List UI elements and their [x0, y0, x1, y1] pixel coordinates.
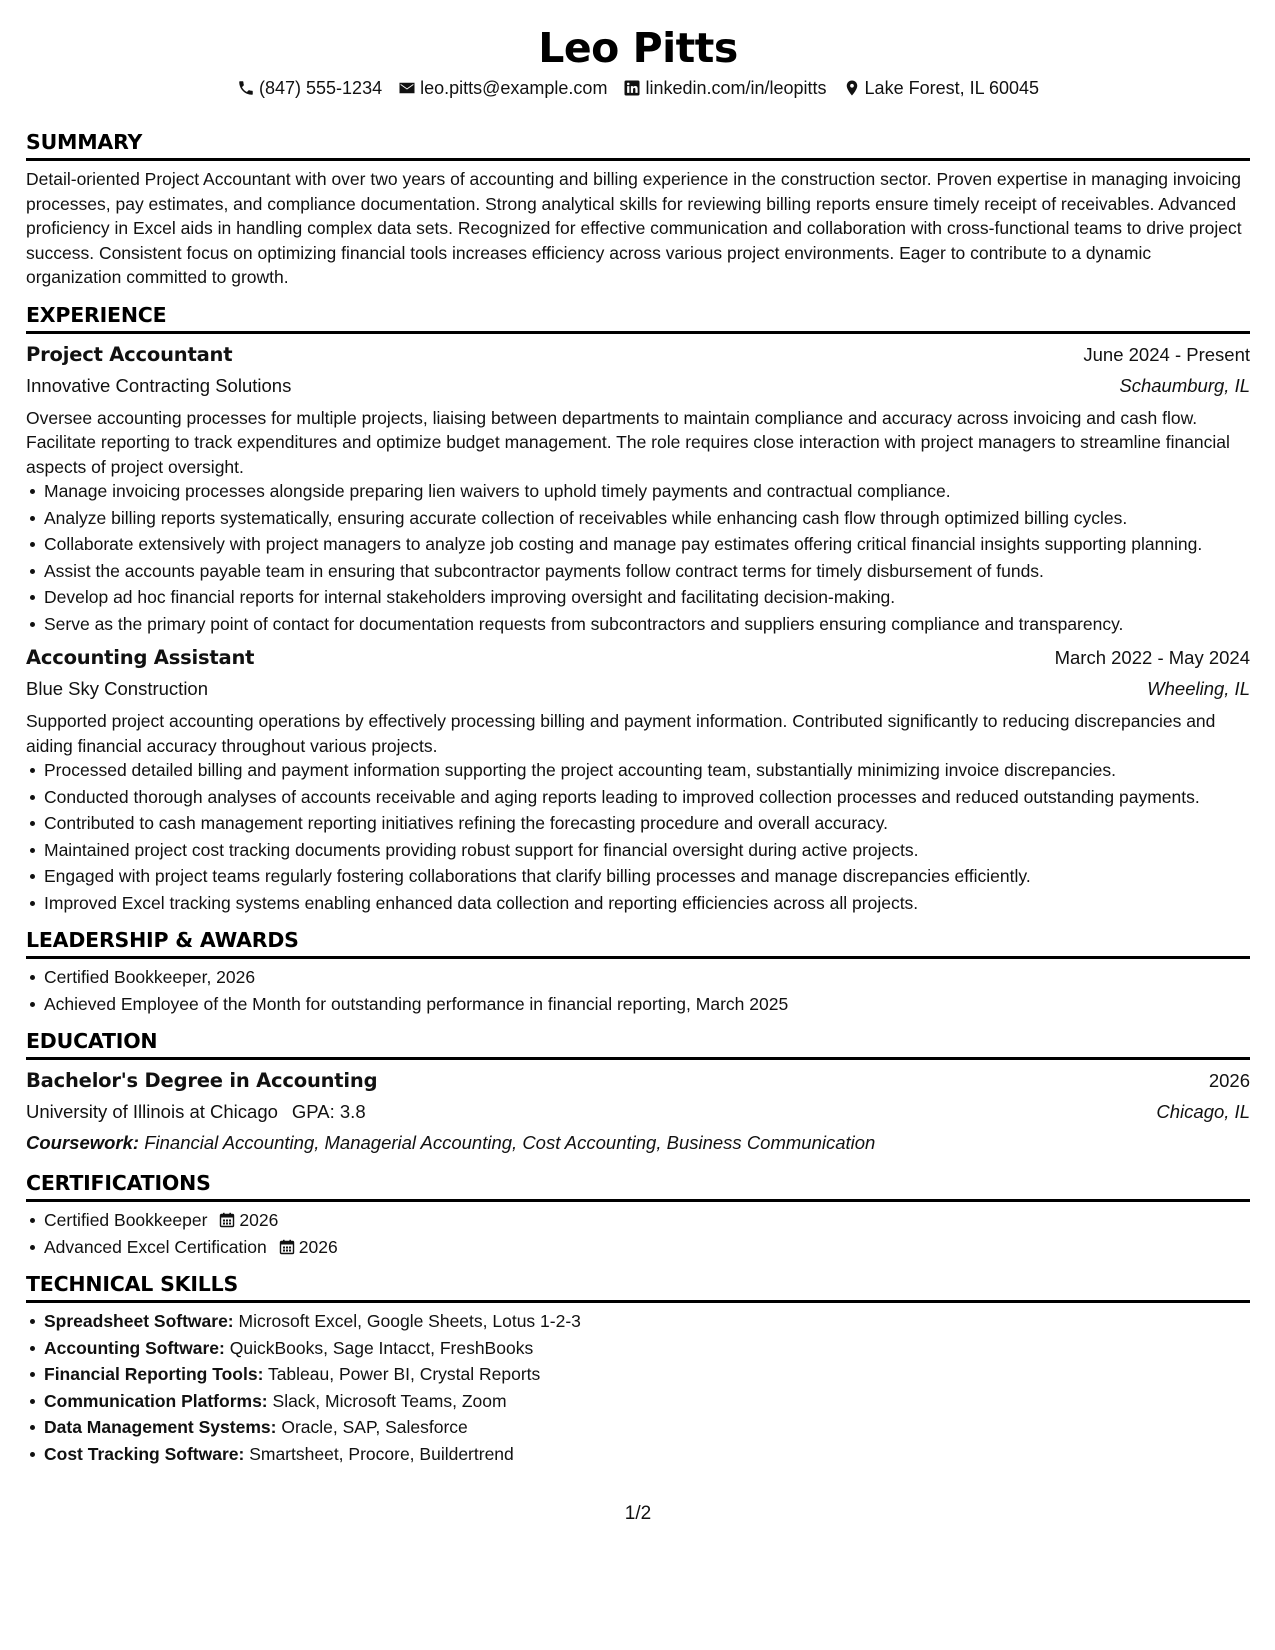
list-item: [26, 1208, 1250, 1233]
list-item: [26, 1362, 1250, 1387]
skills-section: [26, 1270, 1250, 1466]
map-pin-icon: [843, 79, 861, 97]
skill-value: Slack, Microsoft Teams, Zoom: [272, 1390, 507, 1411]
leadership-section: [26, 926, 1250, 1016]
job-entry: [26, 340, 1250, 637]
list-item: Certified Bookkeeper, 2026: [26, 965, 1250, 990]
graduation-year: 2026: [1208, 1070, 1250, 1091]
list-item: Improved Excel tracking systems enabling enhanced data collection and reporting efficiencies across all projects.: [26, 891, 1250, 916]
list-item: [26, 1389, 1250, 1414]
list-item: Maintained project cost tracking documents providing robust support for financial oversight during active projects.: [26, 838, 1250, 863]
section-divider: [26, 956, 1250, 959]
skill-value: Oracle, SAP, Salesforce: [281, 1417, 468, 1437]
section-title-summary: SUMMARY: [26, 130, 143, 154]
list-item: [26, 1442, 1250, 1467]
linkedin-text: linkedin.com/in/leopitts: [645, 78, 827, 98]
section-title-certifications: CERTIFICATIONS: [26, 1171, 211, 1195]
section-title-education: EDUCATION: [26, 1029, 158, 1053]
coursework-label: Coursework:: [26, 1132, 140, 1153]
job-location: Schaumburg, IL: [1119, 374, 1250, 396]
job-dates: March 2022 - May 2024: [1054, 647, 1250, 668]
coursework-text: Financial Accounting, Managerial Accounting, Cost Accounting, Business Communication: [144, 1132, 876, 1153]
phone-icon: [237, 79, 255, 97]
section-title-leadership: LEADERSHIP & AWARDS: [26, 928, 299, 952]
list-item: Engaged with project teams regularly fostering collaborations that clarify billing processes and manage discrepancies efficiently.: [26, 864, 1250, 889]
job-company: Innovative Contracting Solutions: [26, 374, 292, 396]
job-description: Oversee accounting processes for multiple projects, liaising between departments to maintain compliance and accuracy across invoicing and cash flow. Facilitate reporting to track expenditures and optimize budget management. The role requires close interaction with project managers to streamline financial aspects of project oversight.: [26, 407, 1230, 477]
section-divider: [26, 331, 1250, 334]
certification-year: 2026: [298, 1236, 338, 1257]
job-title: Project Accountant: [26, 342, 233, 366]
degree-title: Bachelor's Degree in Accounting: [26, 1069, 378, 1092]
list-item: Manage invoicing processes alongside preparing lien waivers to uphold timely payments and contractual compliance.: [26, 479, 1250, 504]
contact-bar: [26, 76, 1250, 100]
skill-label: Spreadsheet Software:: [44, 1311, 234, 1331]
list-item: Conducted thorough analyses of accounts receivable and aging reports leading to improved collection processes and reduced outstanding payments.: [26, 785, 1250, 810]
school-location: Chicago, IL: [1156, 1101, 1250, 1122]
job-description: Supported project accounting operations by effectively processing billing and payment information. Contributed significantly to reducing discrepancies and aiding financial accuracy throughout various projects.: [26, 711, 1216, 756]
skill-label: Cost Tracking Software:: [44, 1443, 245, 1464]
job-entry: [26, 643, 1250, 915]
certification-name: Advanced Excel Certification: [44, 1236, 267, 1257]
skill-value: QuickBooks, Sage Intacct, FreshBooks: [229, 1337, 534, 1358]
job-dates: June 2024 - Present: [1083, 343, 1250, 365]
skill-value: Tableau, Power BI, Crystal Reports: [267, 1364, 541, 1384]
job-bullets: [26, 758, 1250, 915]
calendar-icon: [219, 1212, 235, 1228]
list-item: Serve as the primary point of contact for documentation requests from subcontractors and suppliers ensuring compliance and transparency.: [26, 612, 1250, 637]
skill-label: Accounting Software:: [44, 1337, 225, 1358]
list-item: Develop ad hoc financial reports for internal stakeholders improving oversight and facilitating decision-making.: [26, 585, 1250, 610]
section-divider: [26, 158, 1250, 161]
envelope-icon: [398, 79, 416, 97]
section-divider: [26, 1057, 1250, 1060]
skills-list: [26, 1309, 1250, 1466]
section-divider: [26, 1199, 1250, 1202]
certification-name: Certified Bookkeeper: [44, 1210, 208, 1230]
skill-value: Microsoft Excel, Google Sheets, Lotus 1-2-3: [238, 1311, 581, 1331]
education-section: [26, 1027, 1250, 1158]
contact-location: [843, 76, 1039, 100]
linkedin-icon: [623, 79, 641, 97]
job-title: Accounting Assistant: [26, 646, 255, 669]
candidate-name: Leo Pitts: [538, 24, 738, 72]
section-title-experience: EXPERIENCE: [26, 302, 167, 327]
certification-year: 2026: [239, 1210, 279, 1230]
summary-section: [26, 128, 1250, 290]
contact-linkedin[interactable]: [623, 76, 826, 100]
list-item: Collaborate extensively with project managers to analyze job costing and manage pay estimates offering critical financial insights supporting planning.: [26, 532, 1250, 557]
gpa-text: GPA: 3.8: [291, 1101, 366, 1122]
skill-label: Communication Platforms:: [44, 1390, 268, 1411]
job-bullets: [26, 479, 1250, 636]
list-item: Achieved Employee of the Month for outstanding performance in financial reporting, March 2025: [26, 992, 1250, 1017]
section-divider: [26, 1300, 1250, 1303]
contact-email[interactable]: [398, 76, 607, 100]
summary-text: Detail-oriented Project Accountant with over two years of accounting and billing experience in the construction sector. Proven expertise in managing invoicing processes, pay estimates, and compliance documentation. Strong analytical skills for reviewing billing reports ensure timely receipt of receivables. Advanced proficiency in Excel aids in handling complex data sets. Recognized for effective communication and collaboration with cross-functional teams to drive project success. Consistent focus on optimizing financial tools increases efficiency across various project environments. Eager to contribute to a dynamic organization committed to growth.: [26, 169, 1242, 287]
job-location: Wheeling, IL: [1147, 678, 1250, 699]
skill-value: Smartsheet, Procore, Buildertrend: [249, 1443, 514, 1464]
experience-section: [26, 301, 1250, 916]
list-item: [26, 1336, 1250, 1361]
resume-page: [26, 22, 1250, 1524]
list-item: Contributed to cash management reporting initiatives refining the forecasting procedure and overall accuracy.: [26, 811, 1250, 836]
contact-phone[interactable]: [237, 76, 382, 100]
job-company: Blue Sky Construction: [26, 678, 209, 699]
leadership-list: [26, 965, 1250, 1016]
list-item: [26, 1415, 1250, 1440]
list-item: [26, 1309, 1250, 1334]
certifications-section: [26, 1169, 1250, 1259]
page-number: 1/2: [624, 1503, 652, 1524]
school-name: University of Illinois at Chicago: [26, 1101, 278, 1122]
list-item: Analyze billing reports systematically, ensuring accurate collection of receivables while enhancing cash flow through optimized billing cycles.: [26, 506, 1250, 531]
skill-label: Data Management Systems:: [44, 1417, 277, 1437]
section-title-skills: TECHNICAL SKILLS: [26, 1272, 239, 1296]
list-item: [26, 1235, 1250, 1260]
list-item: Processed detailed billing and payment information supporting the project accounting team, substantially minimizing invoice discrepancies.: [26, 758, 1250, 783]
location-text: Lake Forest, IL 60045: [864, 78, 1039, 98]
email-text: leo.pitts@example.com: [420, 78, 608, 98]
calendar-icon: [279, 1239, 295, 1255]
phone-text: (847) 555-1234: [259, 78, 383, 98]
coursework: [26, 1128, 1250, 1158]
certifications-list: [26, 1208, 1250, 1259]
list-item: Assist the accounts payable team in ensuring that subcontractor payments follow contract terms for timely disbursement of funds.: [26, 559, 1250, 584]
skill-label: Financial Reporting Tools:: [44, 1364, 264, 1384]
